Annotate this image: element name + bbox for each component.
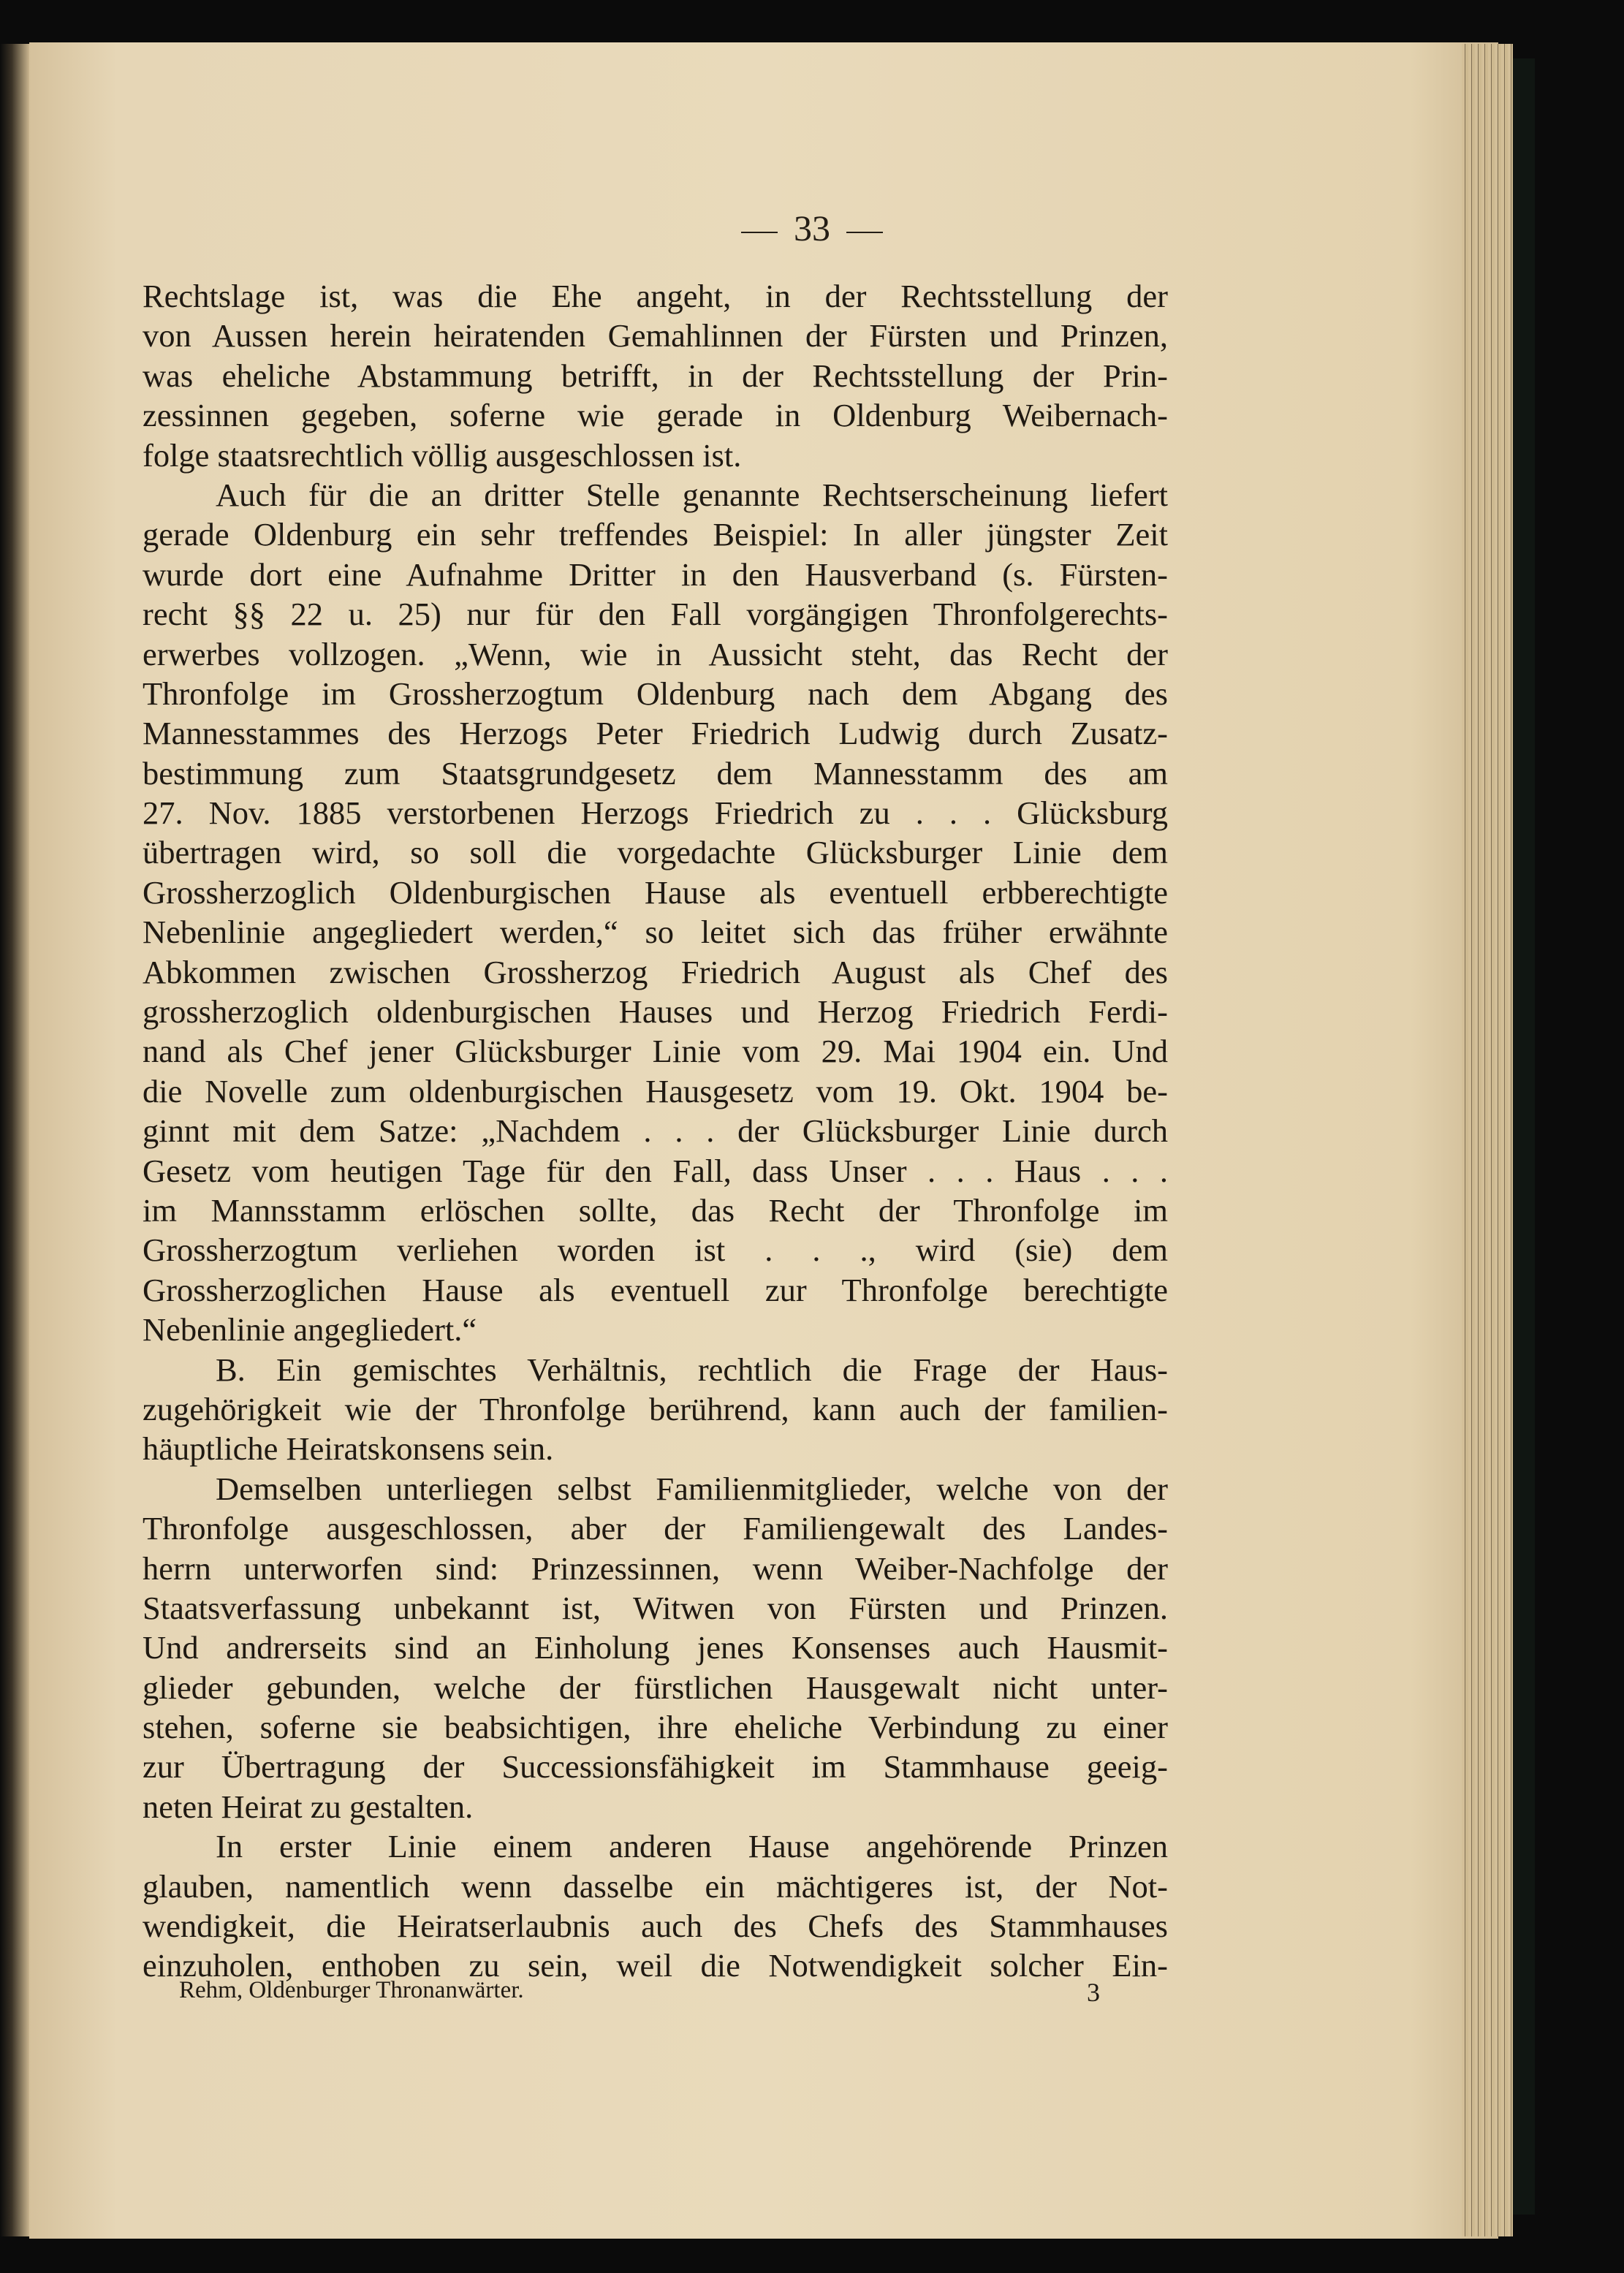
text-line: Abkommen zwischen Grossherzog Friedrich August als Chef des (143, 953, 1168, 990)
page-number: 33 (794, 208, 830, 248)
text-line: Demselben unterliegen selbst Familienmitglieder, welche von der (216, 1470, 1168, 1507)
text-line: nand als Chef jener Glücksburger Linie vom 29. Mai 1904 ein. Und (143, 1033, 1168, 1070)
text-line: einzuholen, enthoben zu sein, weil die Notwendigkeit solcher Ein- (143, 1947, 1168, 1984)
text-line: grossherzoglich oldenburgischen Hauses und Herzog Friedrich Ferdi- (143, 993, 1168, 1031)
text-line: Und andrerseits sind an Einholung jenes Konsenses auch Hausmit- (143, 1629, 1168, 1666)
text-line: neten Heirat zu gestalten. (143, 1788, 474, 1825)
text-line: zur Übertragung der Successionsfähigkeit im Stammhause geeig- (143, 1748, 1168, 1786)
text-line: Grossherzoglich Oldenburgischen Hause als eventuell erbberechtigte (143, 873, 1168, 911)
text-line: Grossherzogtum verliehen worden ist . . ., wird (sie) dem (143, 1232, 1168, 1269)
page-footer (179, 1977, 1100, 2007)
page-block-edge (1462, 44, 1513, 2236)
text-line: glieder gebunden, welche der fürstlichen Hausgewalt nicht unter- (143, 1669, 1168, 1706)
signature-mark: 3 (1087, 1978, 1100, 2007)
left-dash (741, 232, 778, 233)
left-page-edge (0, 44, 29, 2236)
text-line: Nebenlinie angegliedert.“ (143, 1311, 477, 1348)
text-line: ginnt mit dem Satze: „Nachdem . . . der Glücksburger Linie durch (143, 1112, 1168, 1150)
text-line: gerade Oldenburg ein sehr treffendes Beispiel: In aller jüngster Zeit (143, 516, 1168, 553)
text-line: Grossherzoglichen Hause als eventuell zur Thronfolge berechtigte (143, 1271, 1168, 1308)
footer-author-title: Rehm, Oldenburger Thronanwärter. (179, 1977, 524, 2003)
text-line: Mannesstammes des Herzogs Peter Friedrich Ludwig durch Zusatz- (143, 715, 1168, 752)
text-line: Auch für die an dritter Stelle genannte Rechtserscheinung liefert (216, 476, 1168, 513)
text-line: herrn unterworfen sind: Prinzessinnen, wenn Weiber-Nachfolge der (143, 1549, 1168, 1587)
text-line: Nebenlinie angegliedert werden,“ so leitet sich das früher erwähnte (143, 914, 1168, 951)
page-number-header (0, 206, 1624, 250)
text-line: von Aussen herein heiratenden Gemahlinnen der Fürsten und Prinzen, (143, 317, 1168, 354)
text-line: zugehörigkeit wie der Thronfolge berührend, kann auch der familien- (143, 1390, 1168, 1427)
text-line: stehen, soferne sie beabsichtigen, ihre eheliche Verbindung zu einer (143, 1709, 1168, 1746)
text-line: übertragen wird, so soll die vorgedachte Glücksburger Linie dem (143, 834, 1168, 871)
text-line: wurde dort eine Aufnahme Dritter in den Hausverband (s. Fürsten- (143, 555, 1168, 593)
text-line: zessinnen gegeben, soferne wie gerade in Oldenburg Weibernach- (143, 397, 1168, 434)
book-cover-edge (1513, 58, 1535, 2215)
text-line: 27. Nov. 1885 verstorbenen Herzogs Friedrich zu . . . Glücksburg (143, 794, 1168, 832)
text-line: im Mannsstamm erlöschen sollte, das Recht der Thronfolge im (143, 1191, 1168, 1229)
text-line: erwerbes vollzogen. „Wenn, wie in Aussicht steht, das Recht der (143, 635, 1168, 672)
text-line: Gesetz vom heutigen Tage für den Fall, dass Unser . . . Haus . . . (143, 1152, 1168, 1189)
text-line: folge staatsrechtlich völlig ausgeschlossen ist. (143, 436, 742, 474)
text-line: Rechtslage ist, was die Ehe angeht, in der Rechtsstellung der (143, 278, 1168, 314)
right-dash (846, 232, 883, 233)
body-text (143, 276, 1168, 1986)
text-line: bestimmung zum Staatsgrundgesetz dem Mannesstamm des am (143, 754, 1168, 792)
text-line: Staatsverfassung unbekannt ist, Witwen von Fürsten und Prinzen. (143, 1589, 1168, 1626)
text-line: die Novelle zum oldenburgischen Hausgesetz vom 19. Okt. 1904 be- (143, 1072, 1168, 1109)
text-line: recht §§ 22 u. 25) nur für den Fall vorgängigen Thronfolgerechts- (143, 596, 1168, 633)
text-line: glauben, namentlich wenn dasselbe ein mächtigeres ist, der Not- (143, 1867, 1168, 1905)
text-line: In erster Linie einem anderen Hause angehörende Prinzen (216, 1828, 1168, 1865)
text-line: B. Ein gemischtes Verhältnis, rechtlich die Frage der Haus- (216, 1351, 1168, 1388)
text-line: Thronfolge ausgeschlossen, aber der Familiengewalt des Landes- (143, 1510, 1168, 1547)
text-line: häuptliche Heiratskonsens sein. (143, 1430, 554, 1468)
text-line: wendigkeit, die Heiratserlaubnis auch des Chefs des Stammhauses (143, 1908, 1168, 1945)
text-line: was eheliche Abstammung betrifft, in der Rechtsstellung der Prin- (143, 357, 1168, 394)
text-line: Thronfolge im Grossherzogtum Oldenburg nach dem Abgang des (143, 675, 1168, 712)
